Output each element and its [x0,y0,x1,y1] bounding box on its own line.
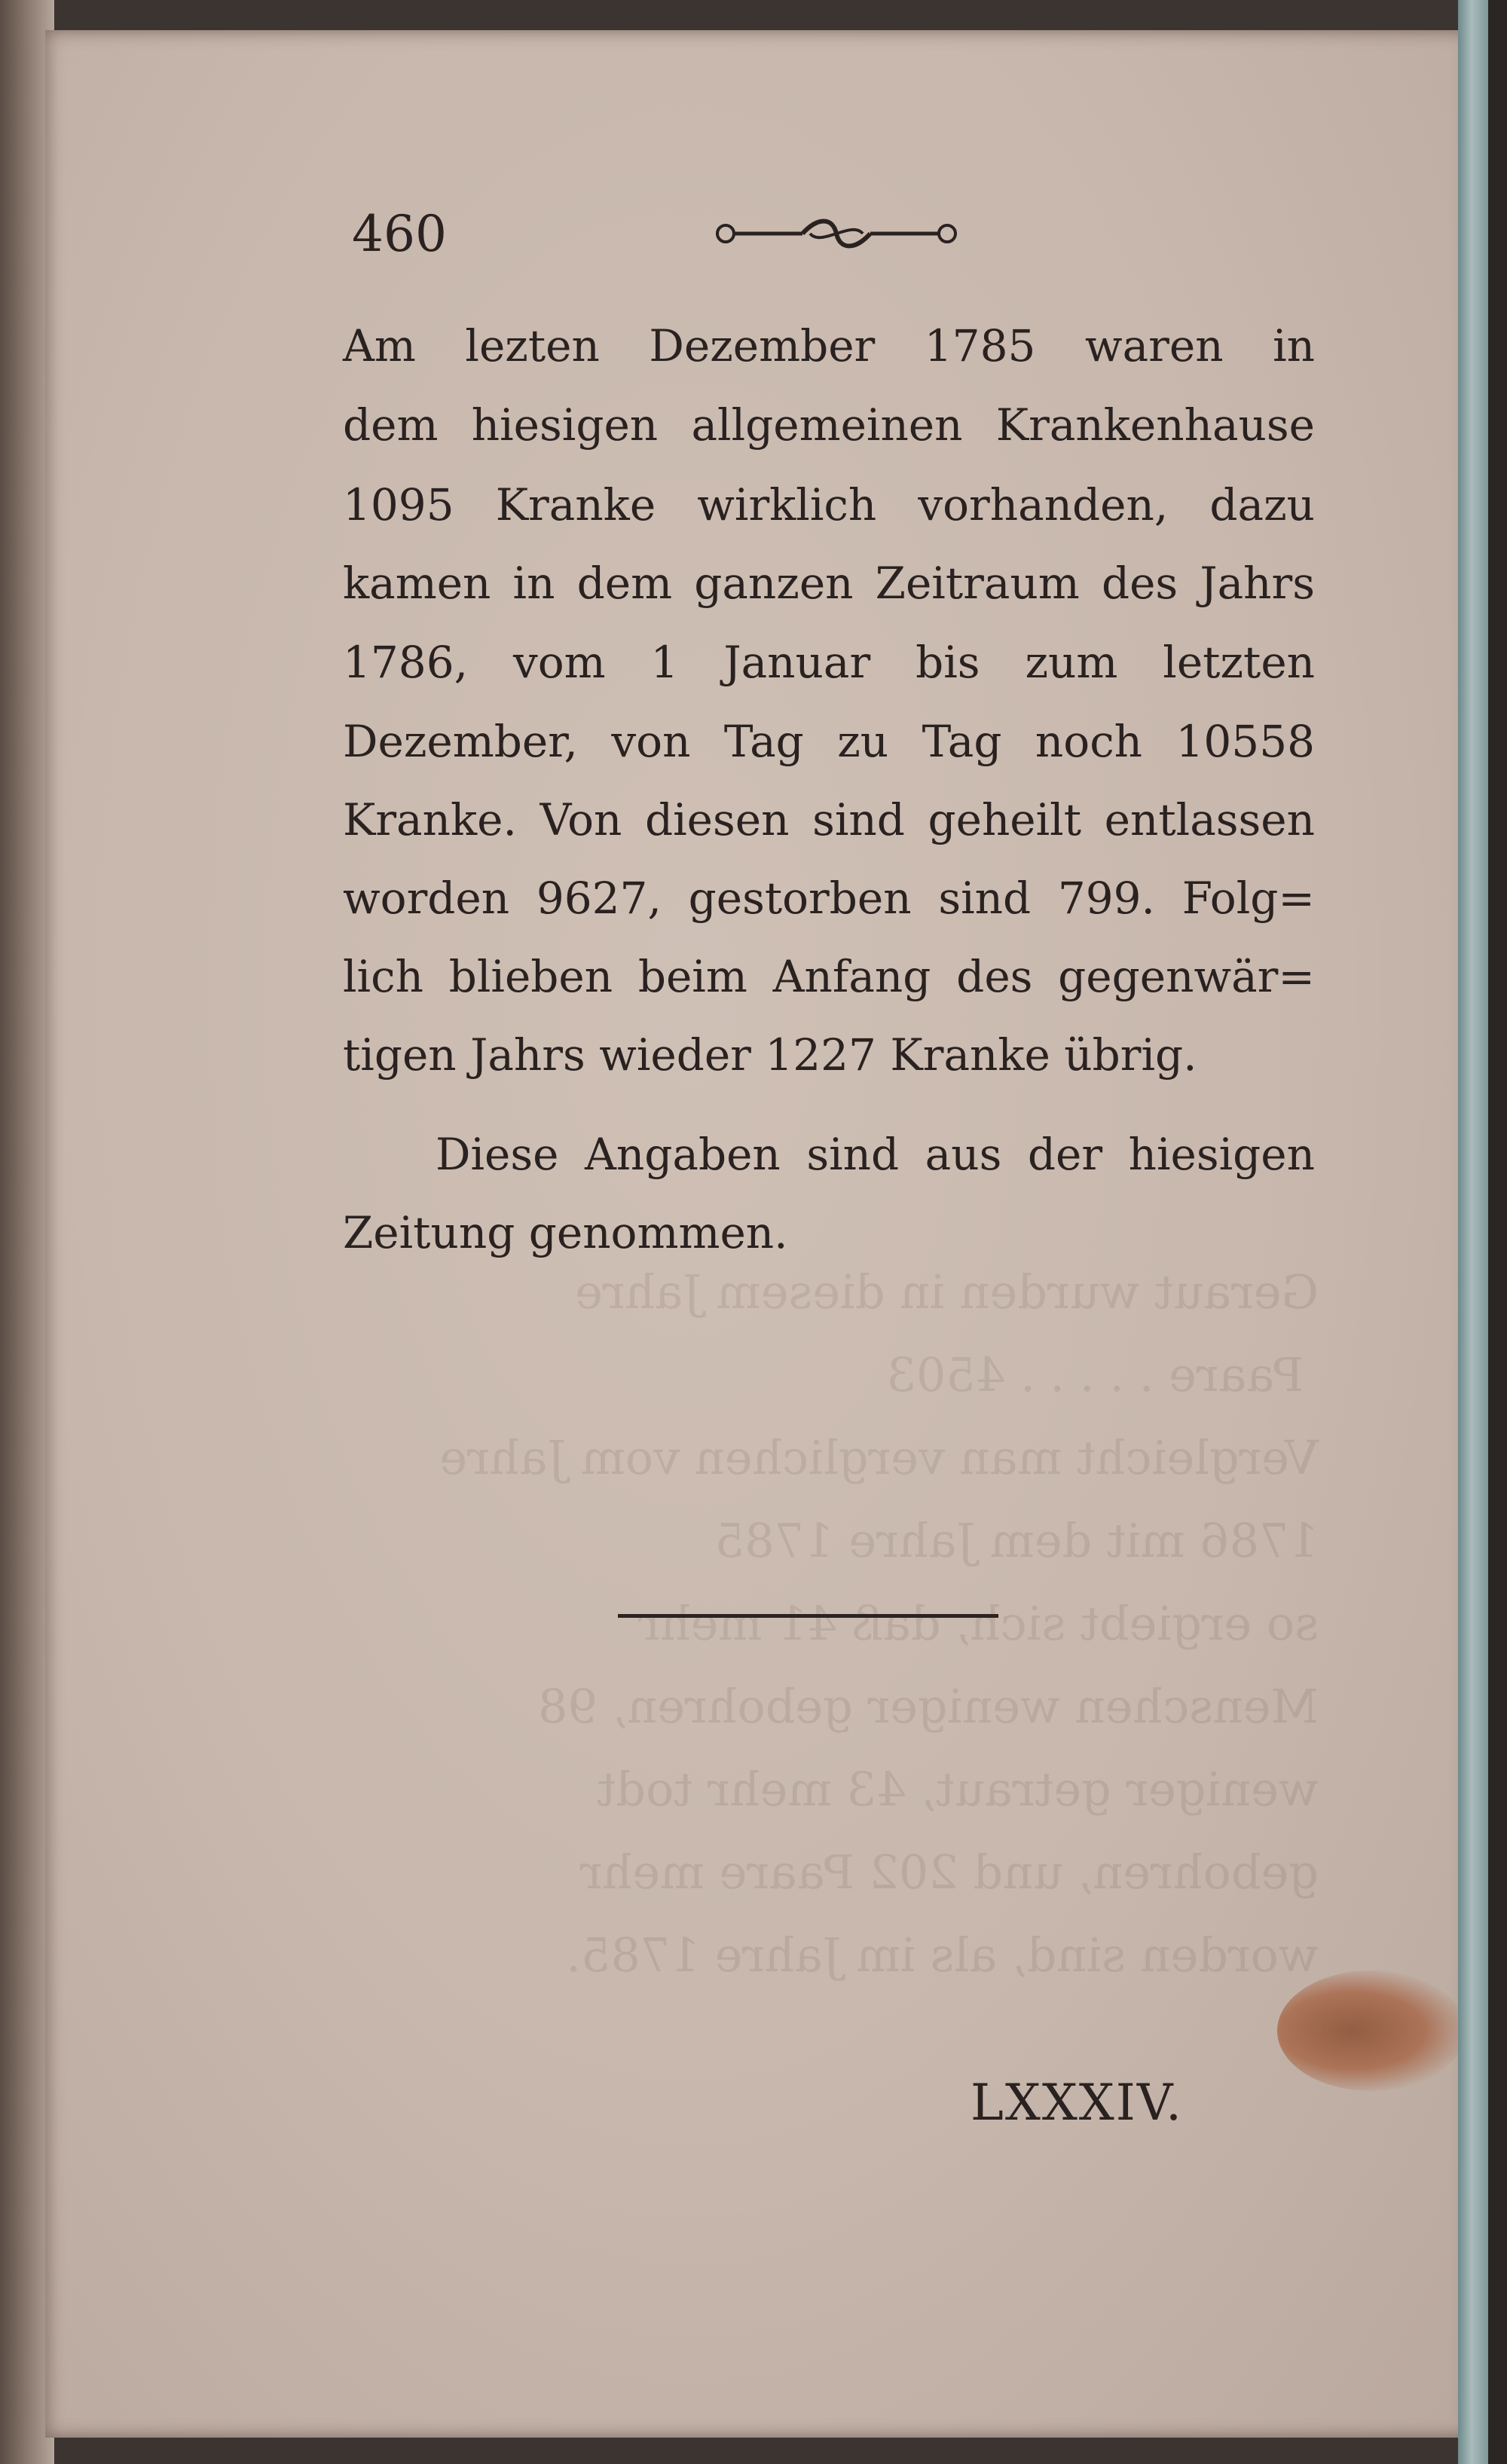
body-text-line: 1095 Kranke wirklich vorhanden, dazu [343,479,1315,530]
stain-mark [1277,1970,1466,2091]
section-divider [618,1614,998,1618]
body-text-line: Dezember, von Tag zu Tag noch 10558 [343,716,1315,767]
body-text-line: kamen in dem ganzen Zeitraum des Jahrs [343,558,1315,609]
body-text-line: tigen Jahrs wieder 1227 Kranke übrig. [343,1029,1197,1081]
body-text-line: Kranke. Von diesen sind geheilt entlassen [343,794,1315,845]
body-text-line: Diese Angaben sind aus der hiesigen [436,1129,1315,1180]
rule-ornament-icon [712,211,961,256]
book-edge [1488,0,1507,2464]
body-text-line: Am lezten Dezember 1785 waren in [343,320,1315,371]
bookmark-ribbon [1458,0,1488,2464]
body-text-line: dem hiesigen allgemeinen Krankenhause [343,399,1315,451]
body-text-line: worden 9627, gestorben sind 799. Folg= [343,873,1315,924]
body-text-line: Zeitung genommen. [343,1207,788,1258]
body-text-line: 1786, vom 1 Januar bis zum letzten [343,637,1315,688]
catchword: LXXXIV. [971,2074,1183,2132]
page-number: 460 [352,205,447,263]
body-text-line: lich blieben beim Anfang des gegenwär= [343,951,1315,1002]
